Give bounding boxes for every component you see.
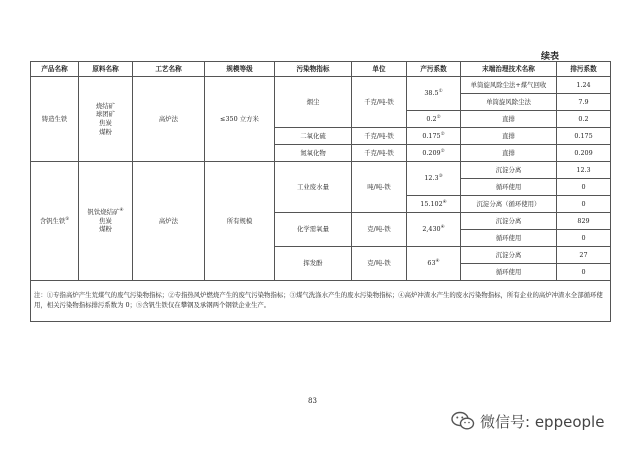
tech-cell: 沉淀分离: [461, 213, 557, 230]
pollutant-cell: 工业废水量: [275, 162, 352, 213]
tech-cell: 单筒旋风除尘法: [461, 94, 557, 111]
value-cell: 0: [557, 196, 611, 213]
coef-cell: 0.2②: [407, 111, 461, 128]
value-cell: 0.209: [557, 145, 611, 162]
unit-cell: 千克/吨-铁: [352, 77, 407, 128]
product-cell: 含钒生铁⑤: [31, 162, 79, 281]
value-cell: 829: [557, 213, 611, 230]
value-cell: 0: [557, 230, 611, 247]
tech-cell: 直排: [461, 145, 557, 162]
pollutant-cell: 氮氧化物: [275, 145, 352, 162]
footnote: 注：①专指高炉产生荒煤气的废气污染物指标；②专指热风炉燃烧产生的废气污染物指标；③煤气洗涤水产生的废水污染物指标；④高炉冲渣水产生的废水污染物指标，所有企业的高炉冲渣水全部循环使用，相关污染物指标排污系数为 0；⑤含钒生铁仅在攀钢及承钢两个钢铁企业生产。: [31, 281, 611, 322]
value-cell: 27: [557, 247, 611, 264]
pollutant-cell: 挥发酚: [275, 247, 352, 281]
material-item: 焦炭: [99, 216, 112, 225]
emission-table: [30, 61, 611, 322]
tech-cell: 沉淀分离: [461, 247, 557, 264]
unit-cell: 吨/吨-铁: [352, 162, 407, 213]
header-cell: 原料名称: [79, 62, 133, 77]
tech-cell: 循环使用: [461, 179, 557, 196]
header-cell: 排污系数: [557, 62, 611, 77]
header-cell: 产污系数: [407, 62, 461, 77]
coef-cell: 0.175②: [407, 128, 461, 145]
value-cell: 0.175: [557, 128, 611, 145]
scale-cell: ≤350 立方米: [205, 77, 275, 162]
unit-cell: 克/吨-铁: [352, 213, 407, 247]
tech-cell: 沉淀分离: [461, 162, 557, 179]
header-row: [31, 62, 611, 77]
unit-cell: 千克/吨-铁: [352, 128, 407, 145]
tech-cell: 直排: [461, 128, 557, 145]
tech-cell: 单筒旋风除尘法+煤气回收: [461, 77, 557, 94]
table-row: [31, 77, 611, 94]
header-cell: 末端治理技术名称: [461, 62, 557, 77]
value-cell: 12.3: [557, 162, 611, 179]
unit-cell: 克/吨-铁: [352, 247, 407, 281]
material-item: 煤粉: [99, 127, 112, 136]
header-cell: 工艺名称: [133, 62, 205, 77]
process-cell: 高炉法: [133, 162, 205, 281]
material-item: 烧结矿: [95, 101, 116, 110]
coef-cell: 63④: [407, 247, 461, 281]
header-cell: 污染物指标: [275, 62, 352, 77]
coef-cell: 0.209②: [407, 145, 461, 162]
tech-cell: 循环使用: [461, 264, 557, 281]
value-cell: 0: [557, 264, 611, 281]
pollutant-cell: 二氧化硫: [275, 128, 352, 145]
tech-cell: 循环使用: [461, 230, 557, 247]
process-cell: 高炉法: [133, 77, 205, 162]
materials-cell: [79, 77, 133, 162]
material-item: 焦炭: [99, 119, 112, 127]
value-cell: 0: [557, 179, 611, 196]
header-cell: 单位: [352, 62, 407, 77]
header-cell: 产品名称: [31, 62, 79, 77]
watermark: [451, 410, 604, 432]
tech-cell: 沉淀分离（循环使用）: [461, 196, 557, 213]
coef-cell: 2,430④: [407, 213, 461, 247]
wechat-icon: [451, 411, 475, 431]
page-number: 83: [308, 397, 317, 405]
unit-cell: 千克/吨-铁: [352, 145, 407, 162]
material-item: 煤粉: [99, 225, 112, 234]
coef-cell: 38.5①: [407, 77, 461, 111]
scale-cell: 所有规模: [205, 162, 275, 281]
header-cell: 规模等级: [205, 62, 275, 77]
material-item: 球团矿: [95, 110, 116, 119]
continued-label: 续表: [541, 52, 560, 62]
pollutant-cell: 烟尘: [275, 77, 352, 128]
material-item: 钒钛烧结矿④: [87, 207, 124, 217]
note-row: [31, 281, 611, 322]
table-row: [31, 162, 611, 179]
watermark-text: 微信号: eppeople: [480, 412, 605, 431]
tech-cell: 直排: [461, 111, 557, 128]
materials-cell: [79, 162, 133, 281]
coef-cell: 12.3③: [407, 162, 461, 196]
value-cell: 0.2: [557, 111, 611, 128]
value-cell: 7.9: [557, 94, 611, 111]
value-cell: 1.24: [557, 77, 611, 94]
product-cell: 铸造生铁: [31, 77, 79, 162]
pollutant-cell: 化学需氧量: [275, 213, 352, 247]
coef-cell: 15.102④: [407, 196, 461, 213]
